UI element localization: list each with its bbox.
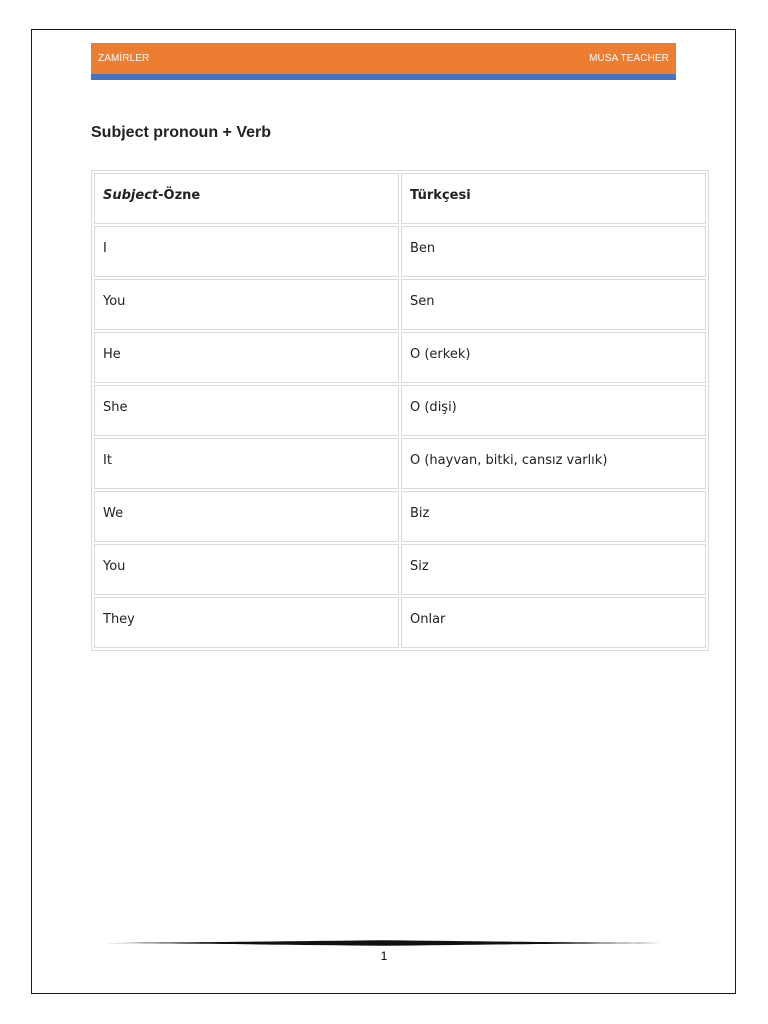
subject-cell bbox=[94, 544, 399, 595]
table-row bbox=[94, 597, 706, 648]
header-turkish-label: Türkçesi bbox=[410, 188, 471, 203]
subject-cell bbox=[94, 597, 399, 648]
page-title: Subject pronoun + Verb bbox=[91, 124, 272, 141]
subject-cell bbox=[94, 385, 399, 436]
turkish-text: Sen bbox=[410, 294, 435, 309]
table-header-row bbox=[94, 173, 706, 224]
subject-cell bbox=[94, 226, 399, 277]
header-subject-italic: Subject bbox=[103, 188, 159, 203]
turkish-cell bbox=[401, 544, 706, 595]
document-header-bar bbox=[91, 43, 676, 74]
turkish-text: Onlar bbox=[410, 612, 446, 627]
table-row bbox=[94, 544, 706, 595]
footer-divider-swash bbox=[105, 937, 661, 947]
turkish-cell bbox=[401, 226, 706, 277]
turkish-text: O (hayvan, bitki, cansız varlık) bbox=[410, 453, 608, 468]
subject-text: He bbox=[103, 347, 121, 362]
header-right-label: MUSA TEACHER bbox=[589, 53, 669, 64]
table-row bbox=[94, 438, 706, 489]
turkish-cell bbox=[401, 597, 706, 648]
table-row bbox=[94, 385, 706, 436]
table-row bbox=[94, 226, 706, 277]
table-row bbox=[94, 491, 706, 542]
turkish-text: O (dişi) bbox=[410, 400, 457, 415]
turkish-text: Biz bbox=[410, 506, 430, 521]
subject-cell bbox=[94, 279, 399, 330]
turkish-text: O (erkek) bbox=[410, 347, 471, 362]
header-cell-subject bbox=[94, 173, 399, 224]
table-row bbox=[94, 279, 706, 330]
table-row bbox=[94, 332, 706, 383]
subject-text: It bbox=[103, 453, 112, 468]
turkish-cell bbox=[401, 491, 706, 542]
page-number: 1 bbox=[380, 949, 388, 963]
subject-text: She bbox=[103, 400, 128, 415]
turkish-cell bbox=[401, 438, 706, 489]
turkish-cell bbox=[401, 279, 706, 330]
subject-cell bbox=[94, 491, 399, 542]
header-subject-rest: -Özne bbox=[158, 188, 201, 203]
turkish-text: Ben bbox=[410, 241, 436, 256]
header-underline bbox=[91, 74, 676, 80]
turkish-cell bbox=[401, 385, 706, 436]
turkish-cell bbox=[401, 332, 706, 383]
subject-text: You bbox=[103, 294, 126, 309]
subject-cell bbox=[94, 332, 399, 383]
header-cell-turkish bbox=[401, 173, 706, 224]
pronoun-table bbox=[91, 170, 709, 651]
subject-text: We bbox=[103, 506, 124, 521]
subject-cell bbox=[94, 438, 399, 489]
header-left-label: ZAMİRLER bbox=[98, 53, 150, 64]
subject-text: They bbox=[103, 612, 135, 627]
subject-text: I bbox=[103, 241, 107, 256]
subject-text: You bbox=[103, 559, 126, 574]
turkish-text: Siz bbox=[410, 559, 429, 574]
